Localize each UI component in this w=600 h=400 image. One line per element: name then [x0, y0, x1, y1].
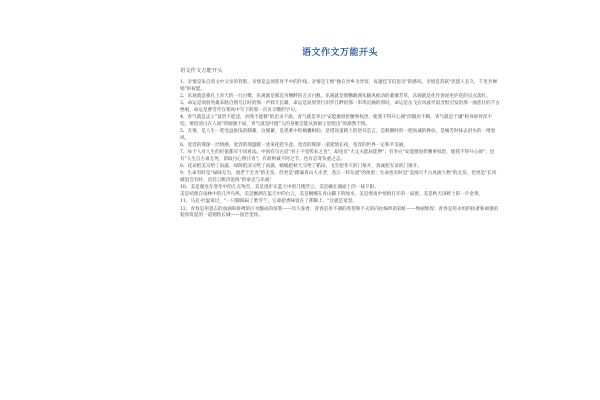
paragraph: 8、花朵把美交给了雨露，绿荫把凉交给了雨露，蜻蜓把秋天交给了稻田，飞雪把冬天的门推开，真诚把友谊的门推开。 — [180, 163, 422, 169]
paragraph: 7、每个人对人生的价值都有不同看法。中国有句古话"君子不受嗟来之食"，却也有"大丈夫能屈能伸"；有李白"安能摧眉折腰事权贵，使我不得开心颜"；也有"人生自古谁无死，留取丹心照汗青"；有胡则诚不阿之节，也有忍辱负重之志。 — [180, 150, 495, 162]
paragraph: 11、马克·吐温说过，"一只脚踩扁了紫罗兰，它却把香味留在了那脚上。"这就是宽容。 — [180, 199, 357, 205]
document-subtitle: 语文作文万能开头 — [180, 68, 223, 74]
paragraph: 1、亲情是朱自清文中父亲的背影。亲情是孟郊慈母手中的针线。亲情是王维"独在异乡为异客，每逢佳节倍思亲"的感叹。亲情是苏轼"但愿人长久，千里共婵娟"的祝愿。 — [180, 80, 498, 92]
paragraph: 美是初蕾在雨林中的几声鸟鸣，美是飘洒在蓝天中的白云，美是婀娜在青山脚下的绿水，美是寒夜中悄悄打开的一扇窗。美是秋天田野上的一片金黄。 — [180, 192, 484, 198]
paragraph: 10、美是谢连在寒冬中的几点残雪，美是漫步在蓝天中的几缕浮云，美是碾在湖面上的一抹夕阳。 — [180, 185, 379, 191]
paragraph: 4、青气就是孟子"富贵不能淫，贫贱不能移"的忠贞不渝，青气就是李白"安能摧眉折腰事权贵，使我不得开心颜"的傲岸不羁，青气就是于谦"粉身碎骨浑不怕，要留清白在人间"的刚强不屈，青气就是叶挺"人的身躯怎能从狗洞子里爬出"的凛然不惧。 — [180, 115, 493, 127]
paragraph: 3、命运是项羽英雄末路自刎乌江时的那一声仰天长啸，命运是屈原穿行汨罗江畔的那一串串沉痛的叩问，命运是岳飞在风波亭前含恨引发的那一曲悲壮的千古绝唱，命运是曹雪芹在寒风中写下的那一页页辛酸的字句。 — [180, 101, 500, 113]
document-title: 语文作文万能开头 — [301, 48, 378, 58]
paragraph: 9、生命有时是"碌碌无为，衰老于无为"的无奈，但更是"踏遍青山人未老，苍江一样东流"的执着；生命也有时是"浪淘尽千古风流人物"的无奈，但更是"长风破浪会有时，直挂云帆济沧海"的豪迈与乐观！ — [180, 171, 497, 183]
paragraph: 5、友情，是人生一笔受益匪浅的储蓄。这储蓄，是患难中的倾囊相助，是错误道路上的逆耳忠言，是跌倒时的一把真诚的搀扶，是痛苦时抹去泪水的一缕春风。 — [180, 128, 496, 141]
document-body — [180, 80, 500, 220]
paragraph: 12、青春是用意志的血滴和拼搏的汗水酿成的琼浆——历久弥香；青春是用不凋的希望和不灭的向往编织的彩虹——绚丽辉煌；青春是用永恒的执著和顽强的韧劲筑起的一道钢铁长城——固若金汤。 — [180, 206, 499, 219]
paragraph: 2、乐观就是那孔上青天的一行白鹭，乐观就是那沉舟侧畔的万点白帆。乐观就是那鹦鹉洲头随风摇动的萋萋芳草，乐观就是化作春泥更护花的点点落红。 — [180, 93, 491, 99]
paragraph: 6、宽容的那深一层情感，宽容的那温暖一述来抚慰失意，宽容的那深一道延情长夜，宽容的世界一定和平美丽。 — [180, 142, 409, 148]
